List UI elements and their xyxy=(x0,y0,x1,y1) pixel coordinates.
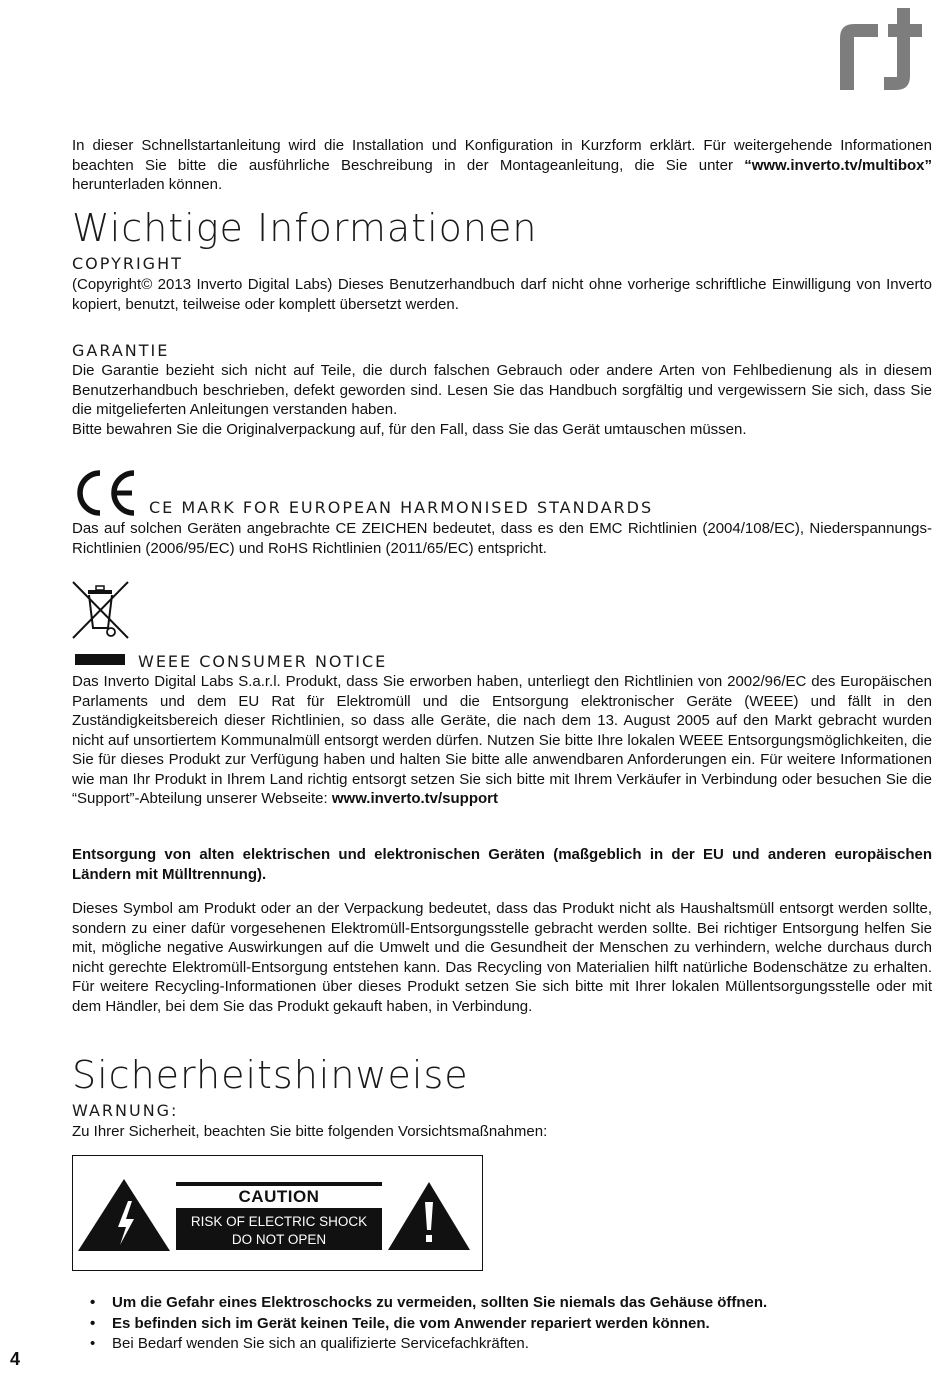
garantie-text-2: Bitte bewahren Sie die Originalverpackung auf, für den Fall, dass Sie das Gerät umtauschen müssen. xyxy=(72,420,747,438)
warnung-text: Zu Ihrer Sicherheit, beachten Sie bitte folgenden Vorsichtsmaßnahmen: xyxy=(72,1123,548,1140)
support-link[interactable]: www.inverto.tv/support xyxy=(331,790,498,807)
intro-text: In dieser Schnellstartanleitung wird die Installation und Konfiguration in Kurzform erklärt. Für weitergehende Informationen beachten Sie bitte die ausführliche Beschreibung in der Montageanleitung, die Sie unter xyxy=(72,137,932,174)
caution-title: CAUTION xyxy=(176,1186,382,1208)
crossed-bin-icon xyxy=(72,580,132,642)
safety-list xyxy=(72,1293,932,1355)
inverto-logo-icon xyxy=(838,6,934,92)
copyright-text: (Copyright© 2013 Inverto Digital Labs) Dieses Benutzerhandbuch darf nicht ohne vorherige schriftliche Einwilligung von Inverto kopiert, benutzt, teilweise oder komplett übersetzt werden. xyxy=(72,276,932,313)
weee-bold-paragraph: Entsorgung von alten elektrischen und elektronischen Geräten (maßgeblich in der EU und anderen europäischen Ländern mit Mülltrennung). xyxy=(72,846,932,883)
caution-line-1: RISK OF ELECTRIC SHOCK xyxy=(190,1214,368,1229)
exclamation-warning-icon xyxy=(386,1180,472,1252)
intro-paragraph xyxy=(72,136,932,195)
weee-paragraph-2: Dieses Symbol am Produkt oder an der Verpackung bedeutet, dass das Produkt nicht als Haushaltsmüll entsorgt werden sollte, sondern zu einer dafür vorgesehenen Elektromüll-Entsorgungsstelle gebracht werden sollte. Bei richtiger Entsorgung helfen Sie mit, mögliche negative Auswirkungen auf die Umwelt und die Gesundheit der Menschen zu verhindern, welche durchaus durch nicht gerechte Elektromüll-Entsorgung entstehen kann. Das Recycling von Materialien hilft natürliche Bodenschätze zu erhalten. Für weitere Recycling-Informationen über dieses Produkt setzen Sie sich bitte mit Ihrer lokalen Müllentsorgungsstelle oder mit dem Händler, bei dem Sie das Produkt gekauft haben, in Verbindung. xyxy=(72,900,932,1015)
weee-text-body: Das Inverto Digital Labs S.a.r.l. Produkt, dass Sie erworben haben, unterliegt den Richtlinien von 2002/96/EC des Europäischen Parlaments und dem EU Rat für Elektromüll und die Entsorgung elektronischer Geräte (WEEE) und fällt in den Zuständigkeitsbereich dieser Richtlinien, so dass alle Geräte, die nach dem 13. August 2005 auf den Markt gebracht wurden nicht auf unsortiertem Kommunalmüll entsorgt werden dürfen. Nutzen Sie bitte Ihre lokalen WEEE Entsorgungsmöglichkeiten, die Sie für dieses Produkt zur Verfügung haben und halten Sie bitte alle anwendbaren Anforderungen ein. Für weitere Informationen wie man Ihr Produkt in Ihrem Land richtig entsorgt setzen Sie sich bitte mit Ihrem Verkäufer in Verbindung oder besuchen Sie die “Support”-Abteilung unserer Webseite: xyxy=(72,673,932,807)
caution-line-2: DO NOT OPEN xyxy=(231,1232,327,1247)
multibox-link[interactable]: “www.inverto.tv/multibox” xyxy=(744,156,932,174)
weee-bar xyxy=(75,654,125,665)
page-number: 4 xyxy=(10,1349,21,1369)
ce-text: Das auf solchen Geräten angebrachte CE ZEICHEN bedeutet, dass es den EMC Richtlinien (2004/108/EC), Niederspannungs-Richtlinien (2006/95/EC) und RoHS Richtlinien (2011/65/EC) entspricht. xyxy=(72,520,932,557)
warnung-heading: WARNUNG: xyxy=(72,1101,179,1120)
list-item: • Bei Bedarf wenden Sie sich an qualifizierte Servicefachkräften. xyxy=(72,1334,932,1355)
ce-mark-icon xyxy=(72,470,138,516)
ce-heading: CE MARK FOR EUROPEAN HARMONISED STANDARDS xyxy=(149,498,654,517)
caution-label xyxy=(72,1155,483,1271)
garantie-heading: GARANTIE xyxy=(72,341,170,360)
list-item: • Es befinden sich im Gerät keinen Teile, die vom Anwender repariert werden können. xyxy=(72,1314,932,1335)
garantie-text: Die Garantie bezieht sich nicht auf Teile, die durch falschen Gebrauch oder andere Arten von Fehlbedienung als in diesem Benutzerhandbuch beschrieben, defekt geworden sind. Lesen Sie das Handbuch sorgfältig und vergewissern Sie sich, dass Sie die mitgelieferten Anleitungen verstanden haben. xyxy=(72,362,932,418)
ce-row xyxy=(72,470,932,520)
caution-panel xyxy=(176,1182,382,1250)
intro-text-end: herunterladen können. xyxy=(72,176,223,193)
section-title-wichtige-informationen: Wichtige Informationen xyxy=(72,206,538,250)
section-title-sicherheitshinweise: Sicherheitshinweise xyxy=(72,1053,469,1097)
weee-heading: WEEE CONSUMER NOTICE xyxy=(138,652,388,671)
weee-text xyxy=(72,672,932,809)
copyright-heading: COPYRIGHT xyxy=(72,254,183,273)
lightning-warning-icon xyxy=(76,1177,172,1253)
list-item: • Um die Gefahr eines Elektroschocks zu vermeiden, sollten Sie niemals das Gehäuse öffnen. xyxy=(72,1293,932,1314)
